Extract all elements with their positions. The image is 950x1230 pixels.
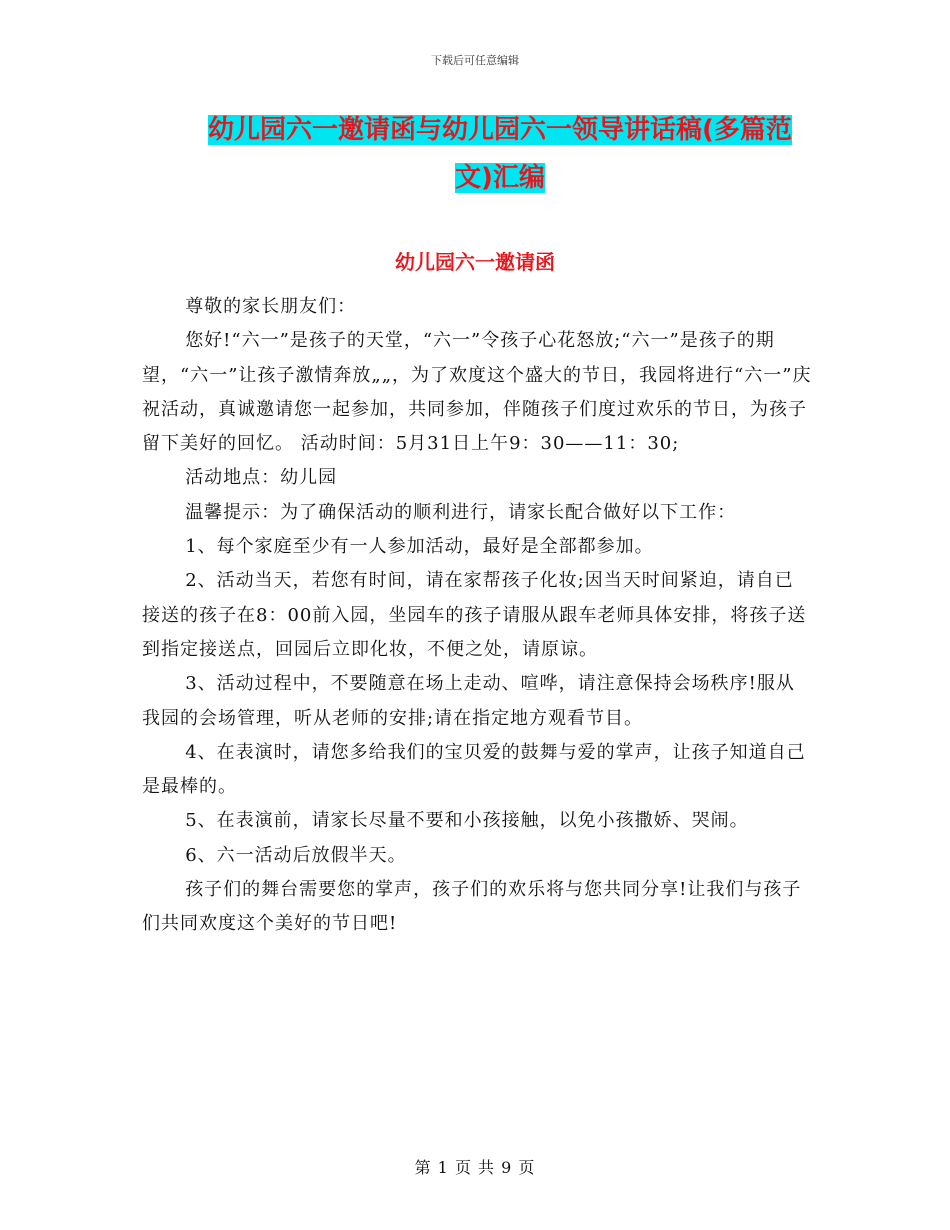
letter-body — [142, 290, 812, 942]
paragraph-tip-4: 4、在表演时，请您多给我们的宝贝爱的鼓舞与爱的掌声，让孩子知道自己是最棒的。 — [142, 741, 806, 798]
paragraph-tip-1: 1、每个家庭至少有一人参加活动，最好是全部都参加。 — [185, 536, 654, 558]
paragraph-intro: 您好!“六一”是孩子的天堂，“六一”令孩子心花怒放;“六一”是孩子的期望，“六一”让孩子激情奔放„„，为了欢度这个盛大的节日，我园将进行“六一”庆祝活动，真诚邀请您一起参加，共同参加，伴随孩子们度过欢乐的节日，为孩子留下美好的回忆。 活动时间：5月31日上午9：30——11：30; — [142, 330, 812, 455]
paragraph-location: 活动地点：幼儿园 — [185, 467, 338, 489]
paragraph-tip-2: 2、活动当天，若您有时间，请在家帮孩子化妆;因当天时间紧迫，请自已接送的孩子在8：00前入园，坐园车的孩子请服从跟车老师具体安排，将孩子送到指定接送点，回园后立即化妆，不便之处，请原谅。 — [142, 570, 807, 660]
page-footer: 第 1 页 共 9 页 — [414, 1158, 536, 1177]
document-title — [195, 106, 805, 202]
header-note: 下载后可任意编辑 — [431, 54, 519, 67]
paragraph-tip-3: 3、活动过程中，不要随意在场上走动、喧哗，请注意保持会场秩序!服从我园的会场管理，听从老师的安排;请在指定地方观看节目。 — [142, 673, 795, 729]
paragraph-tip-5: 5、在表演前，请家长尽量不要和小孩接触，以免小孩撒娇、哭闹。 — [185, 810, 749, 832]
paragraph-greeting: 尊敬的家长朋友们： — [185, 296, 357, 317]
paragraph-tip-6: 6、六一活动后放假半天。 — [185, 844, 407, 866]
document-title-text: 幼儿园六一邀请函与幼儿园六一领导讲话稿(多篇范文)汇编 — [208, 115, 792, 193]
section-heading: 幼儿园六一邀请函 — [395, 250, 555, 274]
paragraph-closing: 孩子们的舞台需要您的掌声，孩子们的欢乐将与您共同分享!让我们与孩子们共同欢度这个美好的节日吧! — [142, 879, 802, 935]
paragraph-tips-heading: 温馨提示：为了确保活动的顺利进行，请家长配合做好以下工作： — [185, 501, 737, 523]
